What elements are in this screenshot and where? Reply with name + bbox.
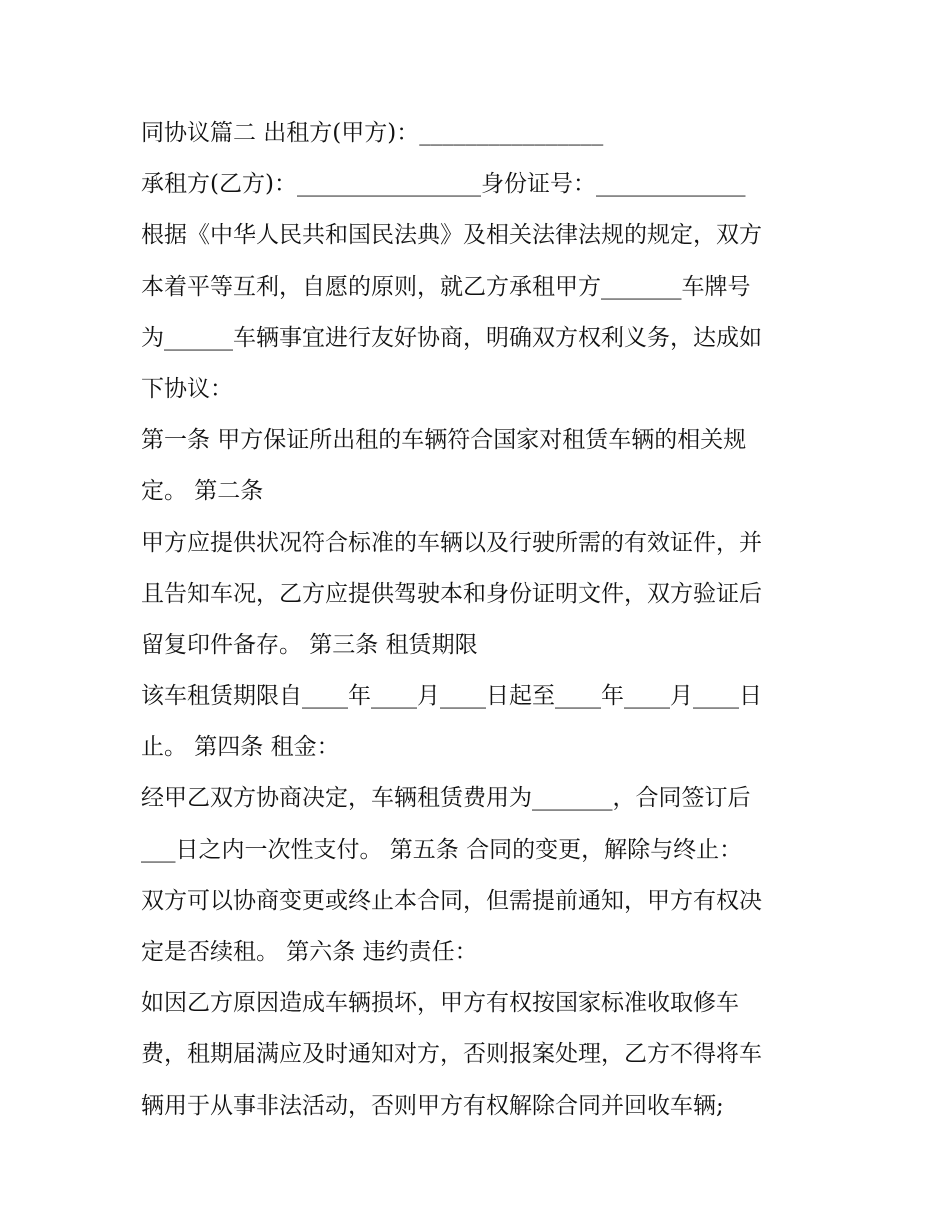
text-line: 如因乙方原因造成车辆损坏，甲方有权按国家标准收取修车: [141, 990, 739, 1017]
text-line: 承租方(乙方)：________________身份证号：_____________: [141, 171, 746, 198]
text-line: 第一条 甲方保证所出租的车辆符合国家对租赁车辆的相关规: [141, 427, 747, 454]
contract-text: [141, 108, 831, 1132]
text-line: 该车租赁期限自____年____月____日起至____年____月____日: [141, 683, 762, 710]
text-line: ___日之内一次性支付。 第五条 合同的变更，解除与终止：: [141, 836, 743, 863]
text-line: 双方可以协商变更或终止本合同，但需提前通知，甲方有权决: [141, 887, 762, 914]
text-line: 且告知车况，乙方应提供驾驶本和身份证明文件，双方验证后: [141, 580, 762, 607]
text-line: 定。 第二条: [141, 478, 264, 505]
text-line: 辆用于从事非法活动，否则甲方有权解除合同并回收车辆;: [141, 1092, 724, 1119]
text-line: 为______车辆事宜进行友好协商，明确双方权利义务，达成如: [141, 324, 762, 351]
text-line: 根据《中华人民共和国民法典》及相关法律法规的规定，双方: [141, 222, 762, 249]
text-line: 止。 第四条 租金：: [141, 734, 340, 761]
text-line: 同协议篇二 出租方(甲方)：________________: [141, 120, 604, 146]
text-line: 下协议：: [141, 375, 233, 402]
text-line: 费，租期届满应及时通知对方，否则报案处理，乙方不得将车: [141, 1041, 762, 1068]
text-line: 本着平等互利，自愿的原则，就乙方承租甲方_______车牌号: [141, 273, 751, 300]
text-line: 经甲乙双方协商决定，车辆租赁费用为_______，合同签订后: [141, 785, 751, 812]
text-line: 甲方应提供状况符合标准的车辆以及行驶所需的有效证件，并: [141, 529, 762, 556]
text-line: 定是否续租。 第六条 违约责任：: [141, 939, 478, 965]
text-line: 留复印件备存。 第三条 租赁期限: [141, 631, 478, 658]
